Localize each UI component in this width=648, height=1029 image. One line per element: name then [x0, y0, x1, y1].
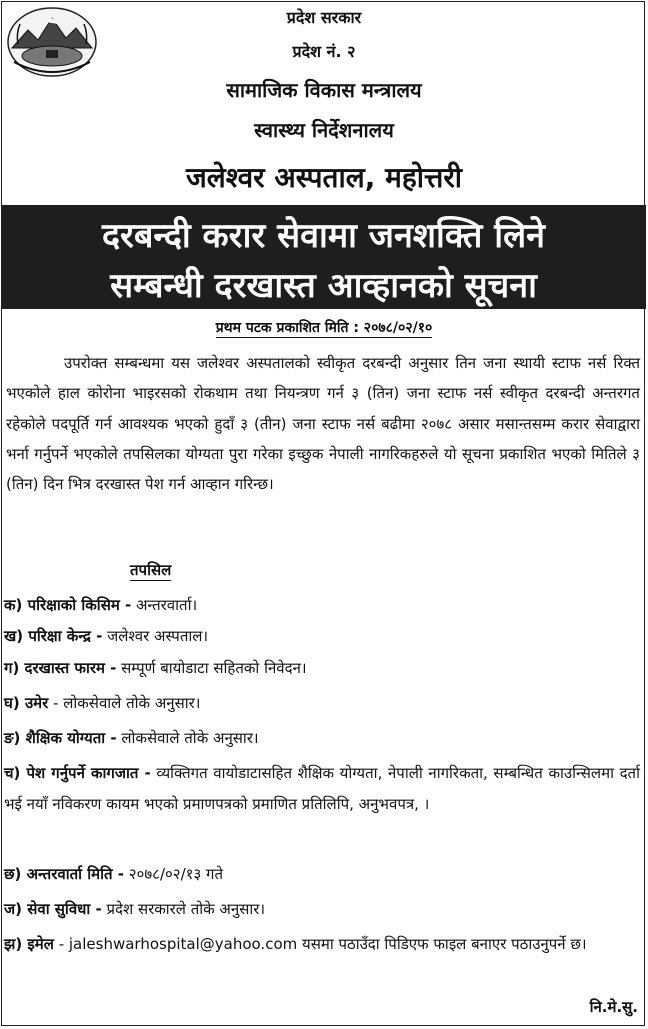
email-address: jaleshwarhospital@yahoo.com: [68, 935, 298, 953]
list-item: [4, 621, 640, 652]
item-label: ङ) शैक्षिक योग्यता -: [4, 729, 117, 747]
body-paragraph: [6, 348, 640, 499]
item-value: २०७८/०२/१३ गते: [123, 865, 224, 883]
item-value: व्यक्तिगत वायोडाटासहित शैक्षिक योग्यता, नेपाली नागरिकता, सम्बन्धित काउन्सिलमा दर्ता भई नयाँ नविकरण कायम भएको प्रमाणपत्रको प्रमाणित प्रतिलिपि, अनुभवपत्र, ।: [4, 764, 640, 813]
item-value: जलेश्वर अस्पताल।: [102, 627, 209, 645]
list-item: [4, 859, 640, 890]
item-label: च) पेश गर्नुपर्ने कागजात -: [4, 764, 151, 782]
title-banner: [1, 205, 646, 309]
banner-title-line1: दरबन्दी करार सेवामा जनशक्ति लिने: [101, 216, 545, 256]
item-value: यसमा पठाउँदा पिडिएफ फाइल बनाएर पठाउनुपर्ने छ।: [297, 935, 587, 953]
list-item: [4, 929, 640, 960]
publication-date: [0, 318, 648, 337]
item-label: झ) इमेल: [4, 935, 54, 953]
header-line-hospital: जलेश्वर अस्पताल, महोत्तरी: [185, 161, 463, 194]
header-line-provincial-govt: प्रदेश सरकार: [286, 8, 362, 27]
tapasil-heading: तपसिल: [130, 561, 172, 579]
item-label: ग) दरखास्त फारम -: [4, 659, 117, 677]
item-label: ज) सेवा सुविधा -: [4, 900, 102, 918]
item-value: प्रदेश सरकारले तोके अनुसार।: [101, 900, 266, 918]
header-line-province-number: प्रदेश नं. २: [292, 42, 356, 61]
body-text: उपरोक्त सम्बन्धमा यस जलेश्वर अस्पतालको स्वीकृत दरबन्दी अनुसार तिन जना स्थायी स्टाफ नर्स रिक्त भएकोले हाल कोरोना भाइरसको रोकथाम तथा नियन्त्रण गर्न ३ (तिन) जना स्टाफ नर्स स्वीकृत दरबन्दी अन्तरगत रहेकोले पदपूर्ति गर्न आवश्यक भएको हुदाँ ३ (तीन) जना स्टाफ नर्स बढीमा २०७८ असार मसान्तसम्म करार सेवाद्वारा भर्ना गर्नुपर्ने भएकोले तपसिलका योग्यता पुरा गरेका इच्छुक नेपाली नागरिकहरुले यो सूचना प्रकाशित भएको मितिले ३ (तिन) दिन भित्र दरखास्त पेश गर्न आव्हान गरिन्छ।: [6, 354, 640, 494]
list-item: [4, 758, 640, 820]
banner-title-line2: सम्बन्धी दरखास्त आव्हानको सूचना: [110, 266, 537, 306]
item-value: -: [53, 935, 69, 953]
item-value: लोकसेवाले तोके अनुसार।: [116, 729, 259, 747]
item-label: छ) अन्तरवार्ता मिति -: [4, 865, 124, 883]
list-item: [4, 723, 640, 754]
item-value: - लोकसेवाले तोके अनुसार।: [48, 694, 201, 712]
header-line-ministry: सामाजिक विकास मन्त्रालय: [226, 78, 422, 102]
list-item: [4, 590, 640, 621]
list-item: [4, 653, 640, 684]
body-indent: [6, 354, 64, 372]
list-item: [4, 688, 640, 719]
list-item: [4, 894, 640, 925]
item-label: क) परिक्षाको किसिम -: [4, 596, 132, 614]
publication-date-text: प्रथम पटक प्रकाशित मिति : २०७८/०२/१०: [215, 320, 433, 336]
header-line-directorate: स्वास्थ्य निर्देशनालय: [254, 118, 394, 142]
item-label: ख) परिक्षा केन्द्र -: [4, 627, 103, 645]
item-value: अन्तरवार्ता।: [131, 596, 198, 614]
signature-abbrev: नि.मे.सु.: [589, 998, 638, 1016]
item-value: सम्पूर्ण बायोडाटा सहितको निवेदन।: [116, 659, 307, 677]
item-label: घ) उमेर: [4, 694, 49, 712]
